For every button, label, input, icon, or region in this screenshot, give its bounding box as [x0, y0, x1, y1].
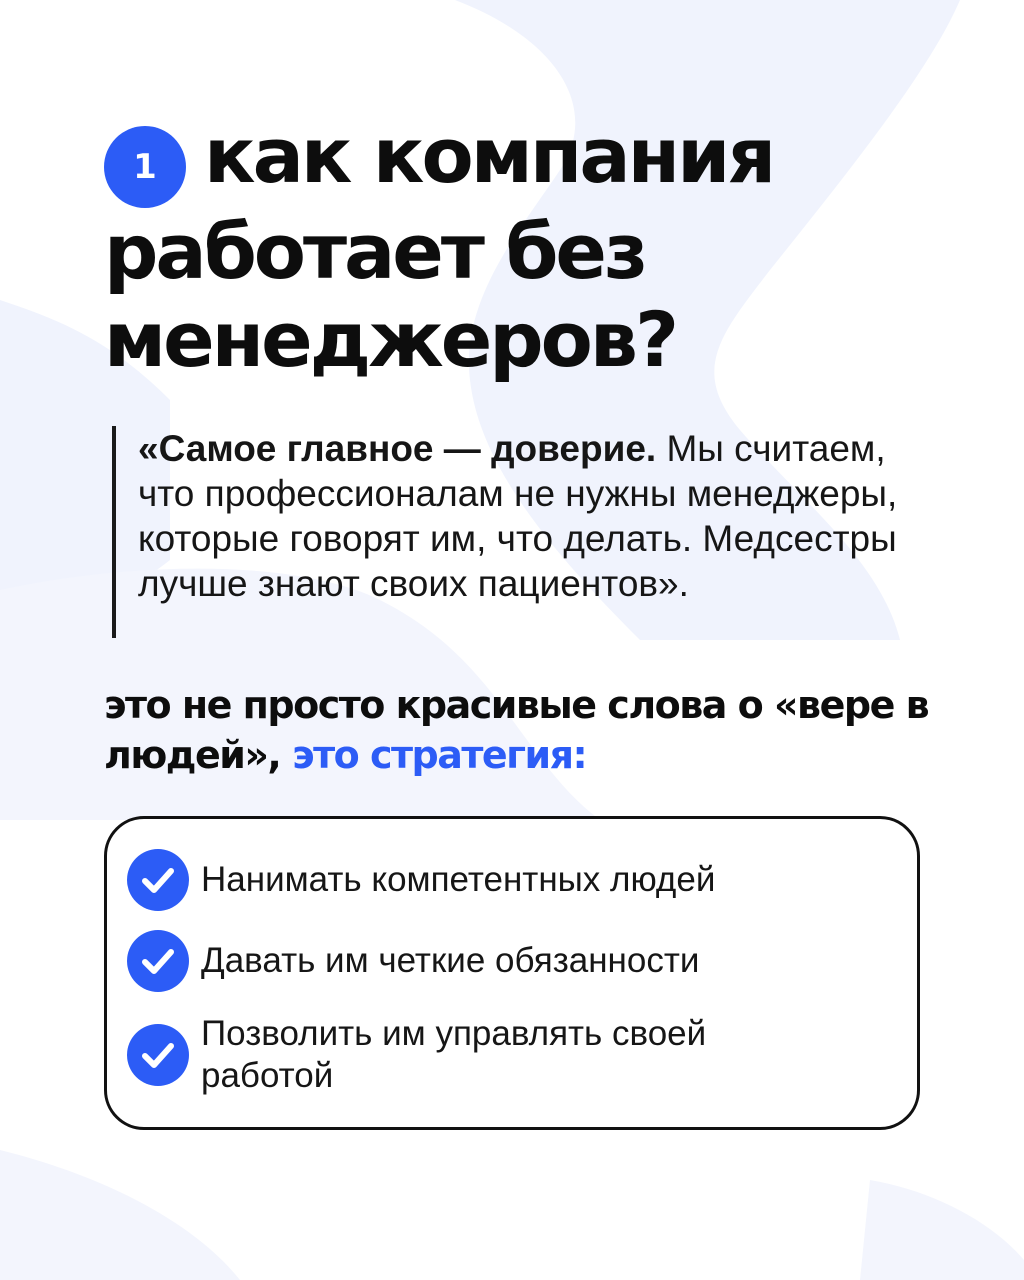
checklist-item: [127, 930, 887, 992]
checklist-item: [127, 1013, 887, 1097]
page-title: [104, 112, 964, 384]
subheading: [104, 680, 964, 780]
checklist-card: [104, 816, 920, 1130]
quote-body: Мы считаем, что профессионалам не нужны менеджеры, которые говорят им, что делать. Медсестры лучше знают своих пациентов».: [138, 428, 898, 604]
title-text: как компания работает без менеджеров?: [104, 111, 774, 384]
checkmark-icon: [127, 1024, 189, 1086]
checkmark-icon: [127, 930, 189, 992]
quote-lead: «Самое главное — доверие.: [138, 428, 657, 469]
step-number-badge: 1: [104, 126, 186, 208]
checklist-item-label: Позволить им управлять своей работой: [201, 1014, 707, 1095]
quote-text: [138, 426, 932, 606]
checklist-item-label: Давать им четкие обязанности: [201, 941, 700, 980]
subheading-accent: это стратегия:: [292, 733, 587, 777]
checkmark-icon: [127, 849, 189, 911]
quote-block: [112, 426, 932, 638]
checklist-item: [127, 849, 887, 911]
checklist-item-label: Нанимать компетентных людей: [201, 860, 716, 899]
subheading-plain: это не просто красивые слова о «вере в людей»,: [104, 683, 929, 777]
